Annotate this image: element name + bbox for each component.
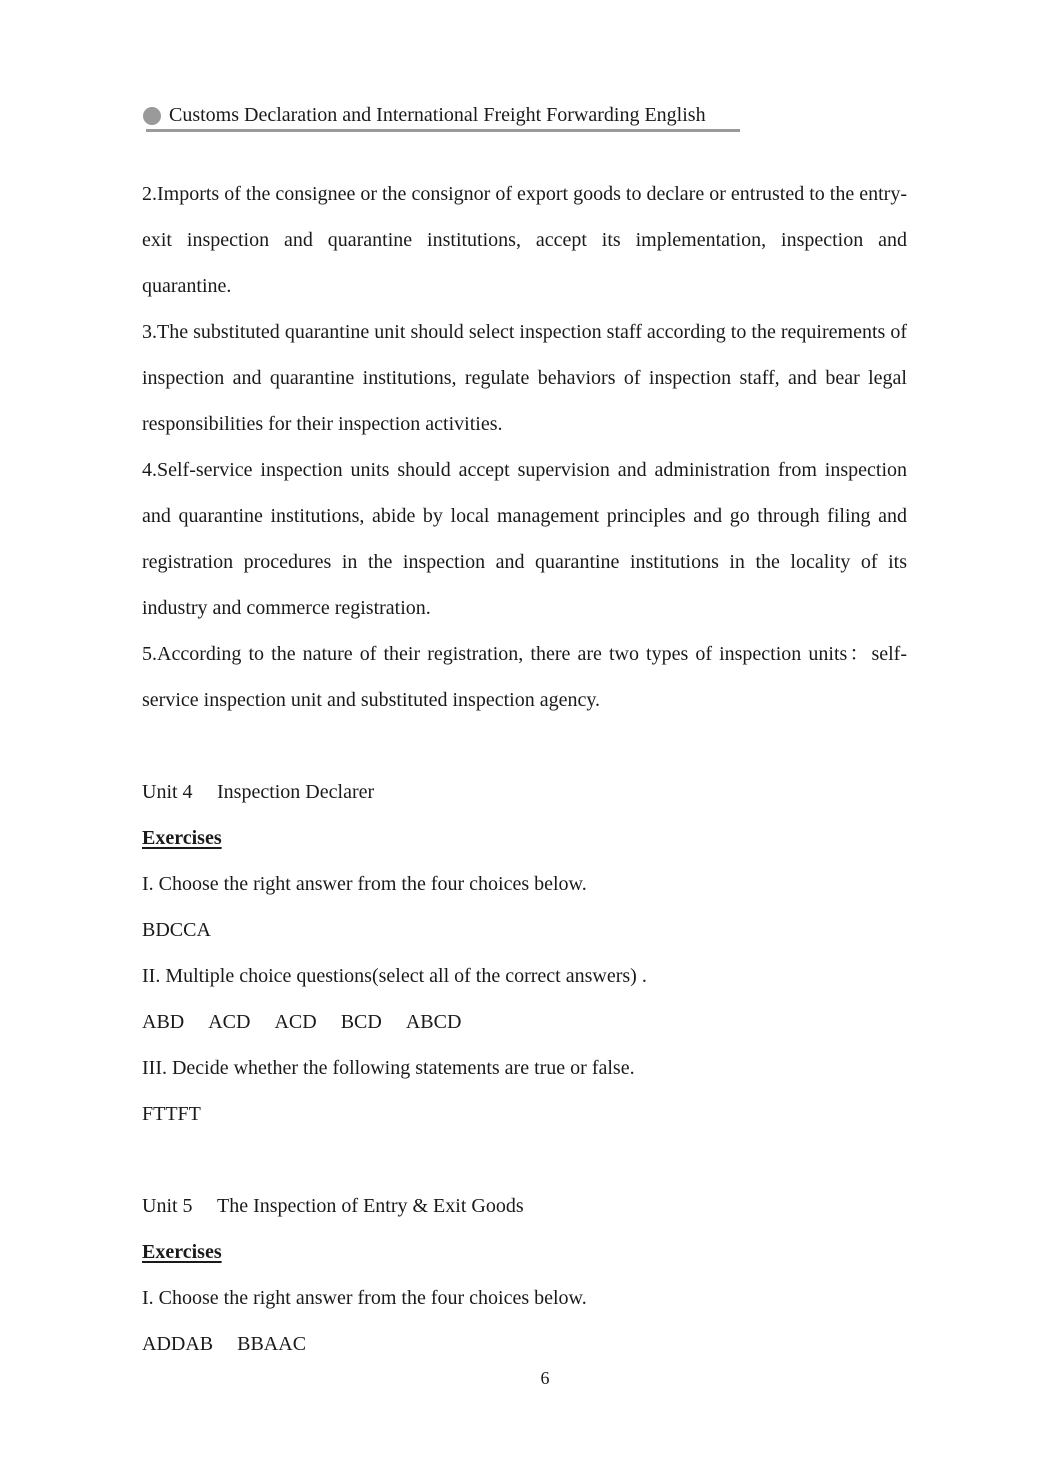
page-body [142, 171, 907, 1367]
unit-5-exercises-heading [142, 1229, 907, 1275]
answer-paragraph-4: 4.Self-service inspection units should accept supervision and administration from inspection and quarantine institutions, abide by local management principles and go through filing and registration procedures in the inspection and quarantine institutions in the locality of its industry and commerce registration. [142, 459, 907, 619]
unit-4-title: Inspection Declarer [217, 781, 375, 803]
unit-4-answer-2-item: ACD [208, 1011, 251, 1033]
unit-4-exercises-label: Exercises [142, 827, 222, 849]
header-bullet-icon [143, 107, 161, 125]
unit-5-answer-1-item: ADDAB [142, 1333, 214, 1355]
header-rule [146, 129, 740, 132]
answer-paragraph-2: 2.Imports of the consignee or the consignor of export goods to declare or entrusted to the entry-exit inspection and quarantine institutions, accept its implementation, inspection and quarantine. [142, 183, 907, 297]
unit-4-answer-2-item: ABD [142, 1011, 185, 1033]
unit-5-answer-1 [142, 1321, 907, 1367]
header-title: Customs Declaration and International Freight Forwarding English [169, 104, 706, 126]
unit-5-answer-1-item: BBAAC [237, 1333, 307, 1355]
unit-5-question-1: I. Choose the right answer from the four choices below. [142, 1287, 587, 1309]
answer-paragraph-5: 5.According to the nature of their registration, there are two types of inspection units：self-service inspection unit and substituted inspection agency. [142, 643, 907, 711]
unit-4-heading [142, 769, 907, 815]
page-number: 6 [540, 1368, 550, 1388]
unit-4-number: Unit 4 [142, 781, 193, 803]
answer-paragraph-3: 3.The substituted quarantine unit should select inspection staff according to the requirements of inspection and quarantine institutions, regulate behaviors of inspection staff, and bear legal responsibilities for their inspection activities. [142, 321, 907, 435]
unit-4-question-1: I. Choose the right answer from the four choices below. [142, 873, 587, 895]
unit-4-answer-3: FTTFT [142, 1103, 201, 1125]
unit-4-question-2: II. Multiple choice questions(select all of the correct answers) . [142, 965, 647, 987]
running-header [143, 102, 740, 132]
unit-4-answer-2-item: ABCD [405, 1011, 462, 1033]
unit-4-question-3: III. Decide whether the following statements are true or false. [142, 1057, 635, 1079]
unit-5-title: The Inspection of Entry & Exit Goods [217, 1195, 524, 1217]
spacer [142, 723, 907, 769]
unit-4-answer-1: BDCCA [142, 919, 211, 941]
spacer [142, 1137, 907, 1183]
unit-4-answer-2-item: BCD [340, 1011, 382, 1033]
unit-5-heading [142, 1183, 907, 1229]
unit-4-answer-2 [142, 999, 907, 1045]
unit-4-exercises-heading [142, 815, 907, 861]
unit-5-number: Unit 5 [142, 1195, 193, 1217]
unit-5-exercises-label: Exercises [142, 1241, 222, 1263]
unit-4-answer-2-item: ACD [274, 1011, 317, 1033]
